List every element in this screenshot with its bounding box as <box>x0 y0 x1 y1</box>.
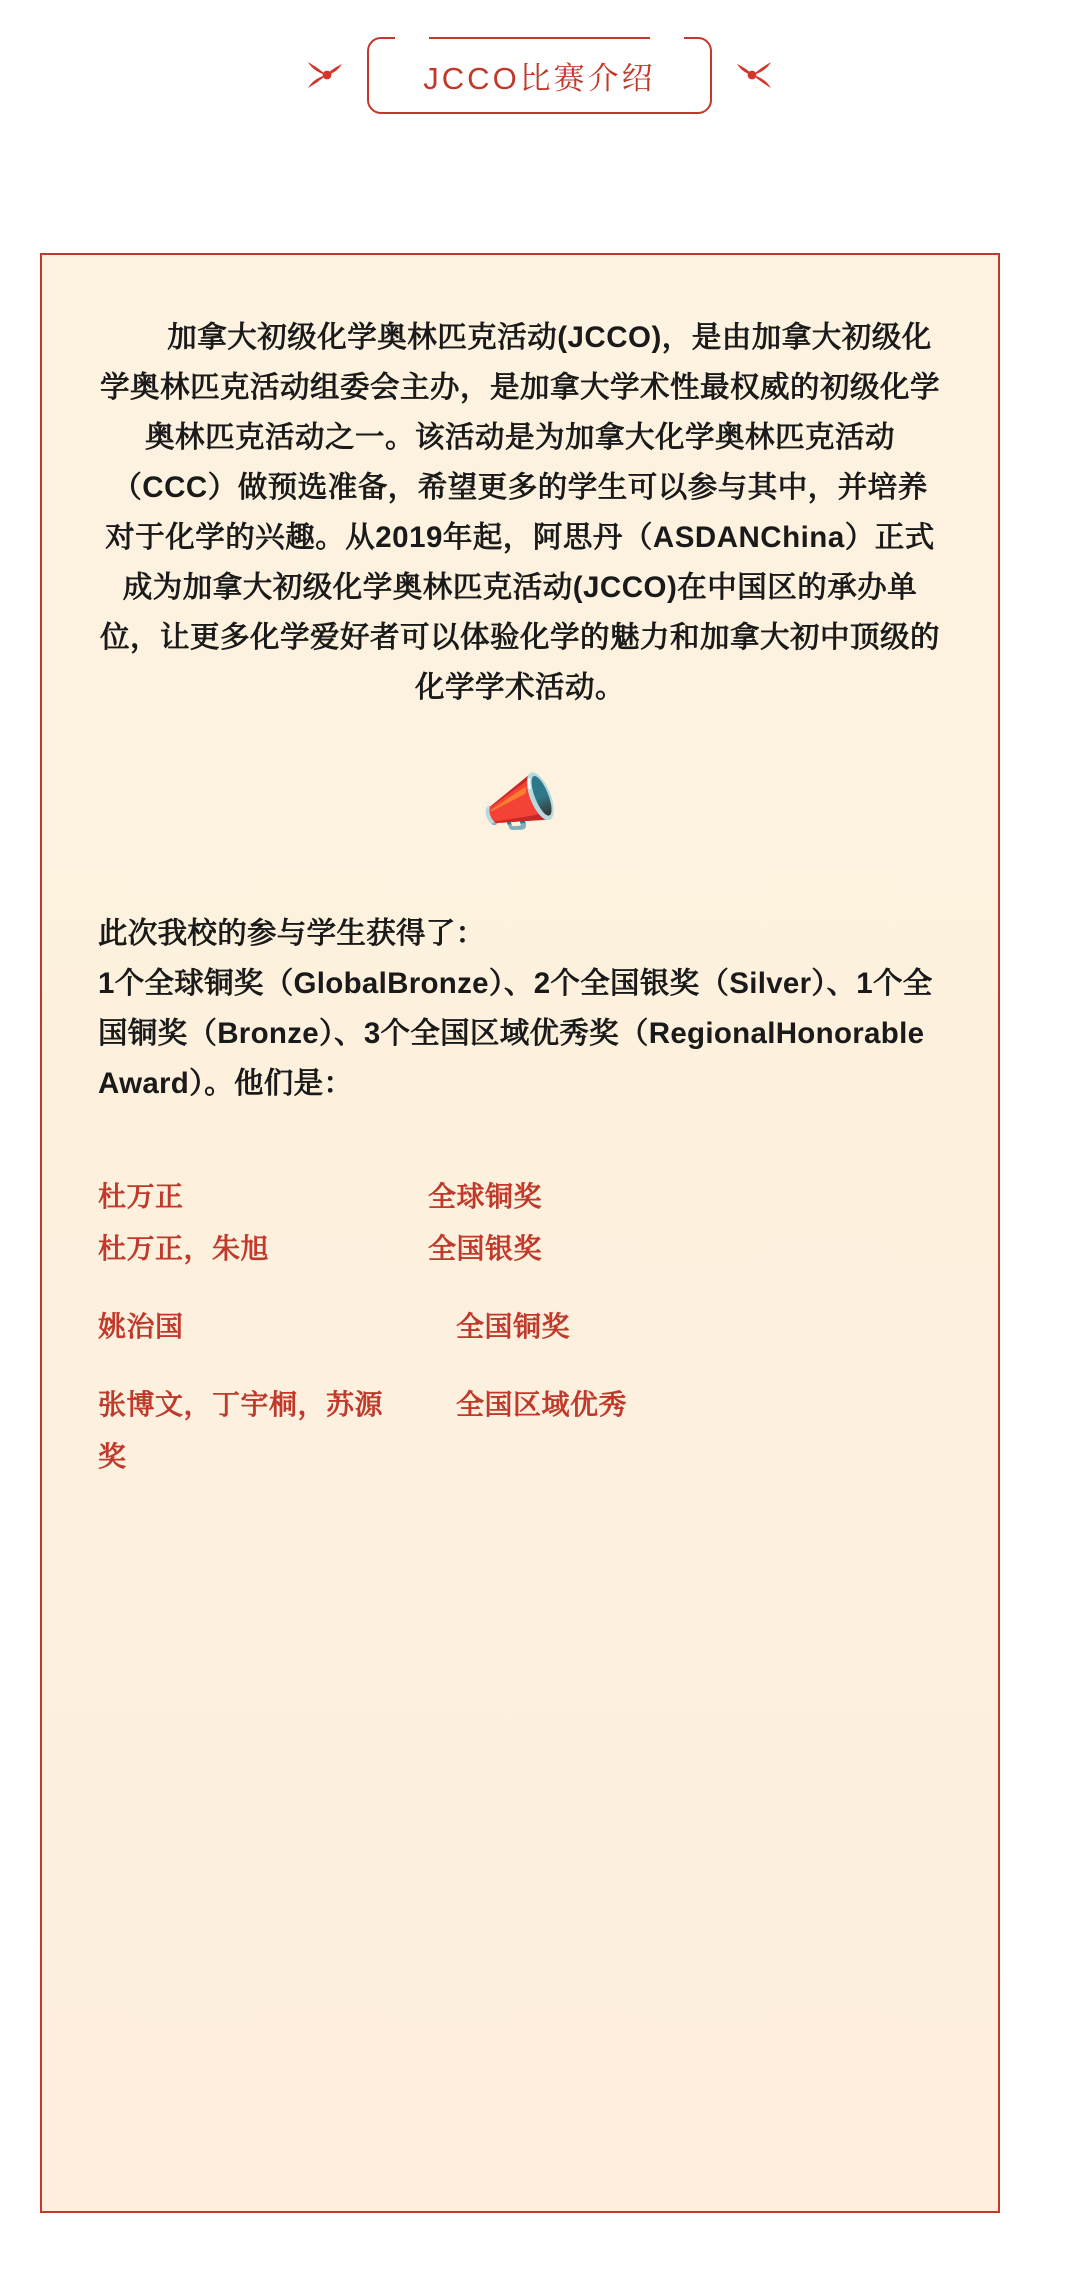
awards-table <box>98 1171 942 1483</box>
award-names: 姚治国 <box>98 1311 184 1342</box>
card-inner <box>42 255 998 1483</box>
results-text <box>98 909 942 1109</box>
table-row <box>98 1171 942 1223</box>
award-title <box>428 1431 942 1483</box>
award-title: 全国银奖 <box>428 1233 543 1264</box>
table-row <box>98 1223 942 1275</box>
megaphone-icon: 📣 <box>481 769 559 838</box>
award-names: 杜万正 <box>98 1181 184 1212</box>
page-title: JCCO比赛介绍 <box>423 60 656 96</box>
award-names: 张博文，丁宇桐，苏源 <box>98 1389 384 1420</box>
sparkle-icon <box>734 55 774 95</box>
award-title: 全球铜奖 <box>428 1181 543 1212</box>
table-row <box>98 1431 942 1483</box>
results-intro: 此次我校的参与学生获得了： <box>98 917 486 950</box>
title-notch-right <box>650 37 684 43</box>
title-box <box>367 37 711 114</box>
table-row <box>98 1353 942 1431</box>
emoji-row <box>98 769 942 838</box>
intro-paragraph: 加拿大初级化学奥林匹克活动(JCCO)，是由加拿大初级化学奥林匹克活动组委会主办，是加拿大学术性最权威的初级化学奥林匹克活动之一。该活动是为加拿大化学奥林匹克活动（CCC）做预选准备，希望更多的学生可以参与其中，并培养对于化学的兴趣。从2019年起，阿思丹（ASDANChina）正式成为加拿大初级化学奥林匹克活动(JCCO)在中国区的承办单位，让更多化学爱好者可以体验化学的魅力和加拿大初中顶级的化学学术活动。 <box>99 321 940 704</box>
content-card <box>40 253 1000 2213</box>
award-names: 杜万正，朱旭 <box>98 1233 270 1264</box>
table-row <box>98 1275 942 1353</box>
results-summary: 1个全球铜奖（GlobalBronze）、2个全国银奖（Silver）、1个全国铜奖（Bronze）、3个全国区域优秀奖（RegionalHonorable Award）。他们是： <box>98 967 933 1100</box>
sparkle-icon <box>305 55 345 95</box>
header-banner <box>0 0 1079 150</box>
award-names: 奖 <box>98 1441 127 1472</box>
award-title: 全国铜奖 <box>456 1311 571 1342</box>
title-notch-left <box>395 37 429 43</box>
award-title: 全国区域优秀 <box>456 1389 628 1420</box>
header-inner <box>305 37 773 114</box>
